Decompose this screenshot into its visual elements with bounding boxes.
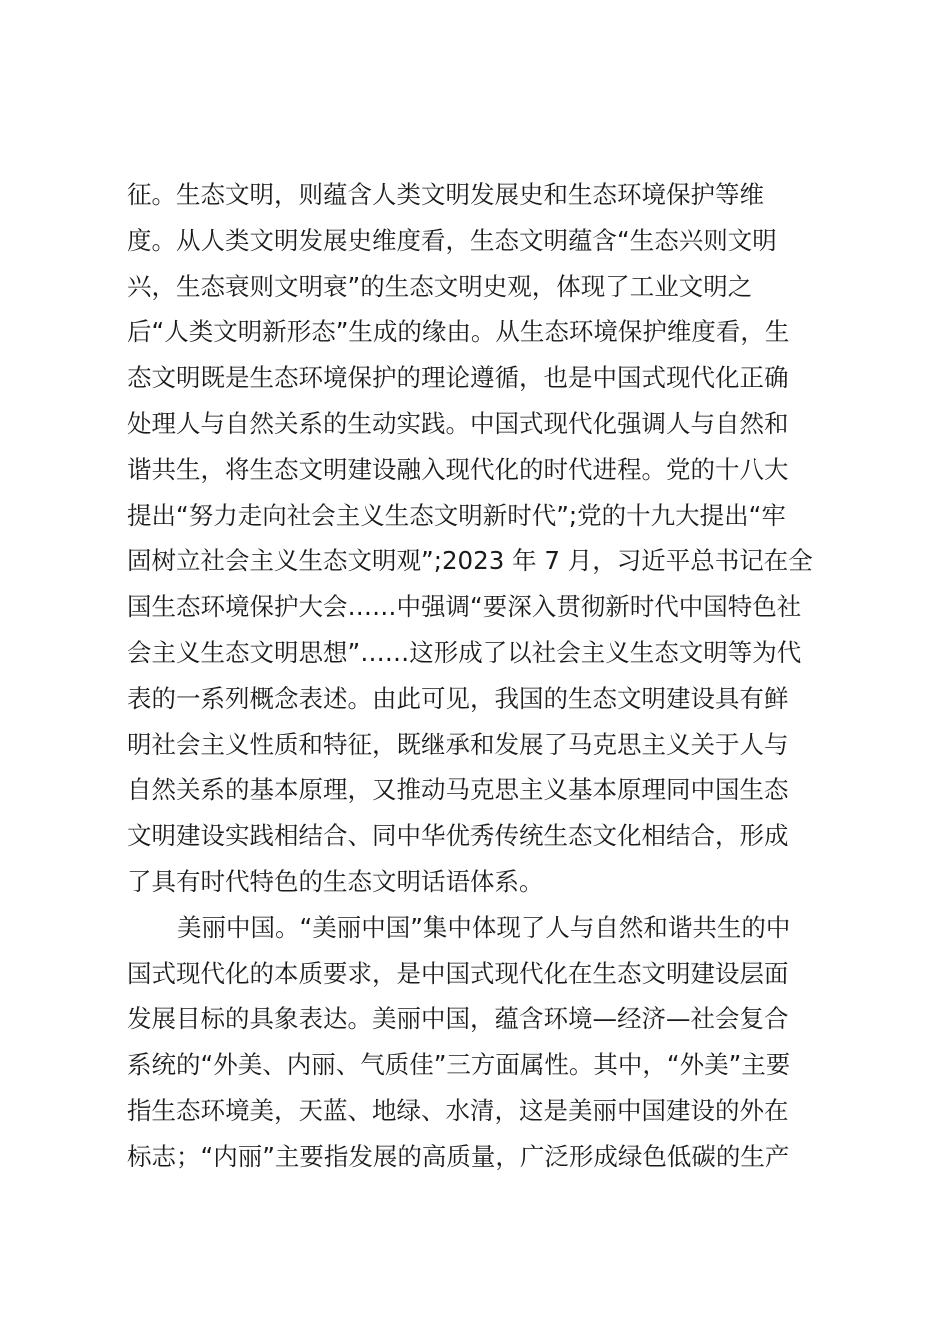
text-line: 兴，生态衰则文明衰”的生态文明史观，体现了工业文明之 — [127, 271, 753, 301]
text-line: 系统的“外美、内丽、气质佳”三方面属性。其中，“外美”主要 — [127, 1050, 791, 1080]
text-line: 文明建设实践相结合、同中华优秀传统生态文化相结合，形成 — [127, 821, 789, 851]
text-line: 明社会主义性质和特征，既继承和发展了马克思主义关于人与 — [127, 729, 789, 759]
text-line: 态文明既是生态环境保护的理论遵循，也是中国式现代化正确 — [127, 363, 789, 393]
text-line: 发展目标的具象表达。美丽中国，蕴含环境—经济—社会复合 — [127, 1004, 789, 1034]
text-line: 国生态环境保护大会……中强调“要深入贯彻新时代中国特色社 — [127, 592, 802, 622]
text-line: 固树立社会主义生态文明观”;2023 年 7 月，习近平总书记在全 — [127, 546, 813, 576]
text-line: 后“人类文明新形态”生成的缘由。从生态环境保护维度看，生 — [127, 317, 790, 347]
text-line: 处理人与自然关系的生动实践。中国式现代化强调人与自然和 — [127, 408, 789, 438]
text-line: 表的一系列概念表述。由此可见，我国的生态文明建设具有鲜 — [127, 683, 789, 713]
text-line: 谐共生，将生态文明建设融入现代化的时代进程。党的十八大 — [127, 454, 789, 484]
body-text — [127, 172, 827, 1180]
text-line: 提出“努力走向社会主义生态文明新时代”;党的十九大提出“牢 — [127, 500, 786, 530]
text-line: 自然关系的基本原理，又推动马克思主义基本原理同中国生态 — [127, 775, 789, 805]
text-line: 国式现代化的本质要求，是中国式现代化在生态文明建设层面 — [127, 958, 789, 988]
text-line: 了具有时代特色的生态文明话语体系。 — [127, 866, 544, 896]
text-line: 指生态环境美，天蓝、地绿、水清，这是美丽中国建设的外在 — [127, 1095, 789, 1125]
text-line: 征。生态文明，则蕴含人类文明发展史和生态环境保护等维 — [127, 180, 764, 209]
paragraph-start-line: 美丽中国。“美丽中国”集中体现了人与自然和谐共生的中 — [177, 912, 791, 942]
text-line: 会主义生态文明思想”……这形成了以社会主义生态文明等为代 — [127, 637, 802, 667]
text-line: 标志；“内丽”主要指发展的高质量，广泛形成绿色低碳的生产 — [127, 1141, 790, 1171]
text-line: 度。从人类文明发展史维度看，生态文明蕴含“生态兴则文明 — [127, 225, 777, 255]
